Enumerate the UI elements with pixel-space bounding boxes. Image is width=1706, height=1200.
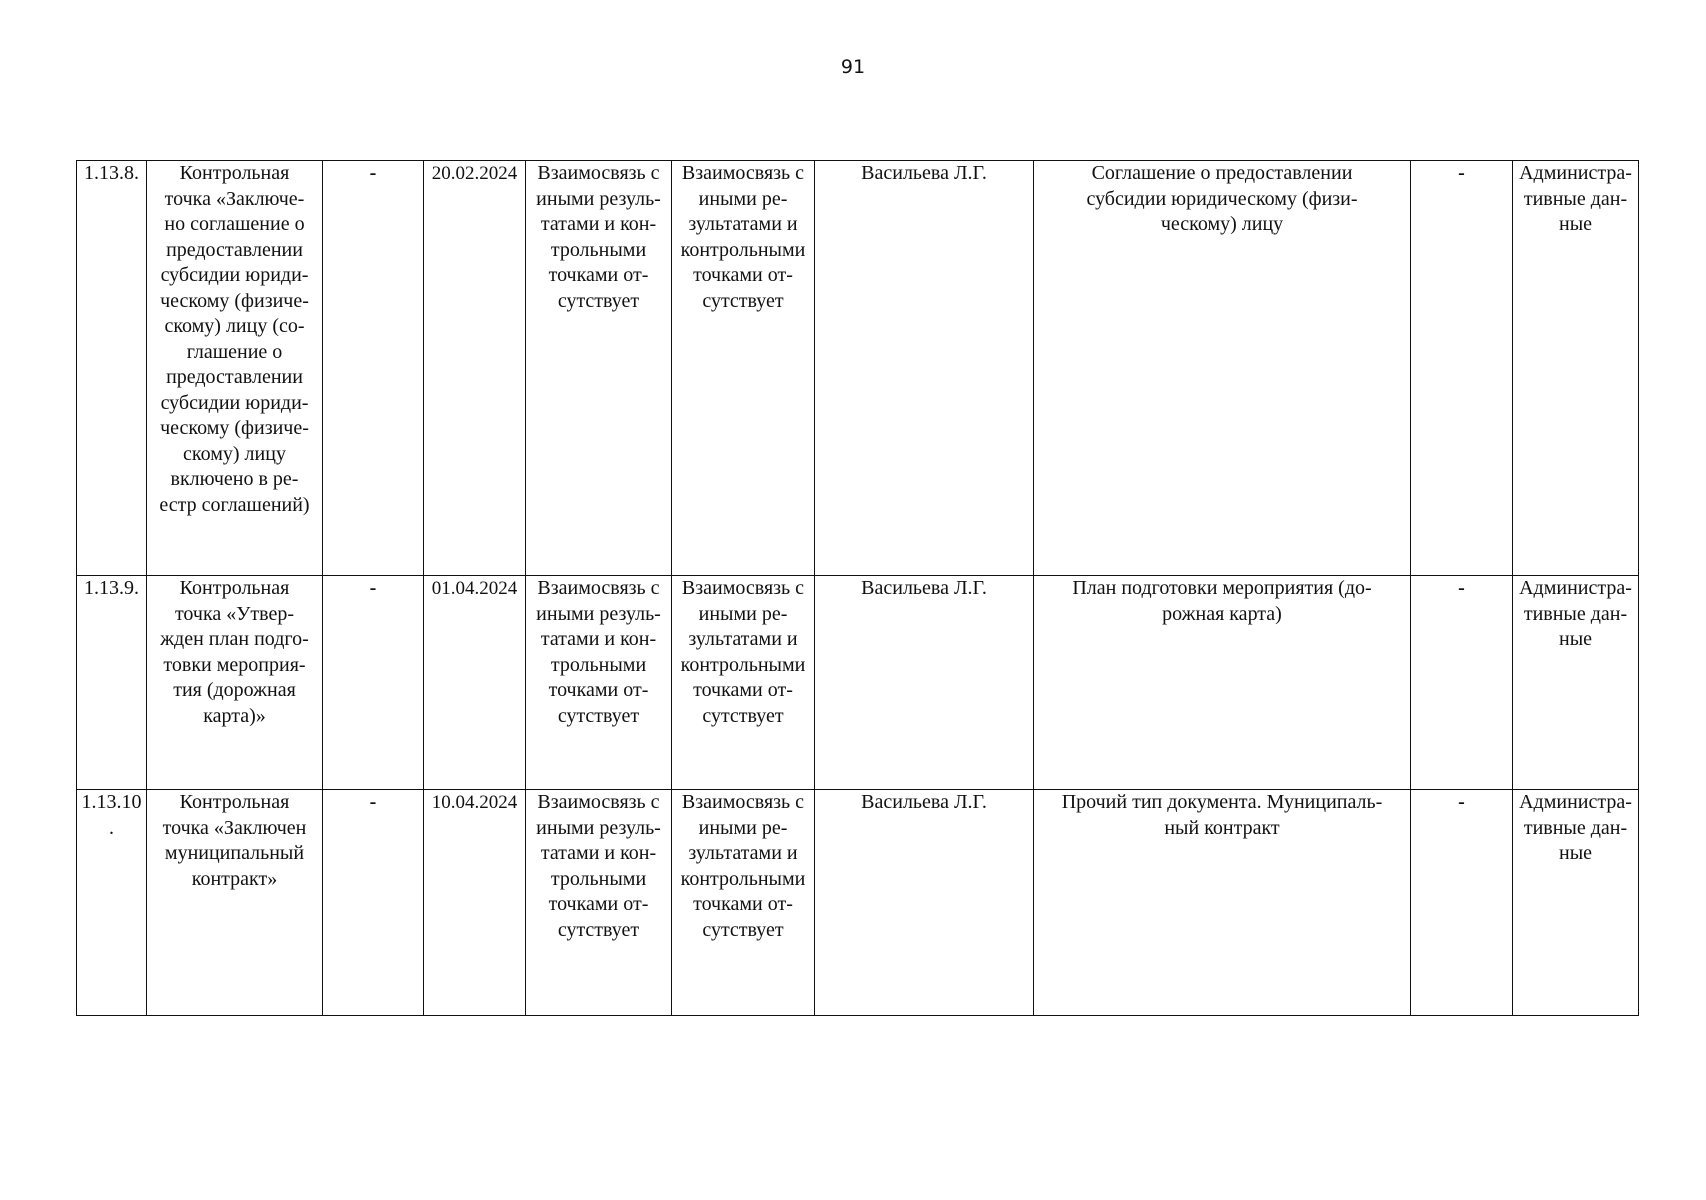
page-number: 91 <box>840 56 866 78</box>
deadline-date: 10.04.2024 <box>424 790 526 1016</box>
row-number: 1.13.8. <box>77 161 147 576</box>
cell-text-line: Прочий тип документа. Муниципаль- <box>1061 791 1383 813</box>
table-row <box>77 576 1639 790</box>
indicator-value: - <box>1411 161 1513 576</box>
cell-text-line: контракт» <box>191 867 278 890</box>
cell-text-line: субсидии юриди- <box>160 264 309 286</box>
cell-text-line: Взаимосвязь с <box>537 577 660 599</box>
cell-text-line: ческому (физиче- <box>160 289 309 312</box>
table-row <box>77 161 1639 576</box>
indicator-value: - <box>1411 576 1513 790</box>
cell-text-line: Взаимосвязь с <box>537 162 660 184</box>
cell-text-line: рожная карта) <box>1162 602 1282 625</box>
cell-text-line: контрольными <box>680 867 806 890</box>
next-links <box>672 576 815 790</box>
cell-text-line: точками от- <box>548 679 649 701</box>
base-value: - <box>323 161 424 576</box>
data-source <box>1513 161 1639 576</box>
cell-text-line: тивные дан- <box>1523 602 1628 625</box>
document-type <box>1034 790 1411 1016</box>
cell-text-line: товки мероприя- <box>163 653 306 676</box>
cell-text-line: Взаимосвязь с <box>681 791 805 813</box>
base-value: - <box>323 576 424 790</box>
cell-text-line: иными ре- <box>698 187 788 210</box>
cell-text-line: татами и кон- <box>540 628 657 650</box>
previous-links <box>526 576 672 790</box>
cell-text-line: Администра- <box>1519 791 1632 813</box>
cell-text-line: карта)» <box>203 704 266 727</box>
cell-text-line: скому) лицу (со- <box>164 315 305 337</box>
row-number: 1.13.10 . <box>77 790 147 1016</box>
cell-text-line: трольными <box>550 238 647 261</box>
cell-text-line: точками от- <box>693 679 793 701</box>
cell-text-line: точками от- <box>693 893 793 915</box>
responsible-person: Васильева Л.Г. <box>815 576 1034 790</box>
responsible-person: Васильева Л.Г. <box>815 161 1034 576</box>
cell-text-line: Взаимосвязь с <box>681 162 805 184</box>
cell-text-line: татами и кон- <box>540 213 657 235</box>
cell-text-line: сутствует <box>557 918 640 941</box>
cell-text-line: План подготовки мероприятия (до- <box>1072 577 1372 599</box>
cell-text-line: зультатами и <box>688 842 798 864</box>
cell-text-line: трольными <box>550 867 647 890</box>
table-row <box>77 790 1639 1016</box>
cell-text-line: включено в ре- <box>170 468 299 490</box>
cell-text-line: Соглашение о предоставлении <box>1091 162 1353 184</box>
cell-text-line: точками от- <box>548 264 649 286</box>
cell-text-line: иными ре- <box>698 602 788 625</box>
cell-text-line: сутствует <box>557 704 640 727</box>
cell-text-line: сутствует <box>702 918 784 941</box>
cell-text-line: Администра- <box>1519 162 1632 184</box>
cell-text-line: сутствует <box>557 289 640 312</box>
cell-text-line: контрольными <box>680 653 806 676</box>
next-links <box>672 161 815 576</box>
cell-text-line: но соглашение о <box>164 213 305 235</box>
cell-text-line: субсидии юриди- <box>160 391 309 414</box>
document-type <box>1034 576 1411 790</box>
cell-text-line: иными ре- <box>698 816 788 839</box>
indicator-value: - <box>1411 790 1513 1016</box>
cell-text-line: точками от- <box>693 264 793 286</box>
cell-text-line: иными резуль- <box>536 602 661 625</box>
control-points-table <box>76 160 1639 1016</box>
cell-text-line: зультатами и <box>688 628 798 650</box>
cell-text-line: татами и кон- <box>540 842 657 864</box>
cell-text-line: естр соглашений) <box>159 493 310 516</box>
cell-text-line: субсидии юридическому (физи- <box>1086 187 1358 210</box>
cell-text-line: Контрольная <box>179 577 290 599</box>
previous-links <box>526 161 672 576</box>
cell-text-line: ческому) лицу <box>1160 213 1284 235</box>
data-source <box>1513 790 1639 1016</box>
cell-text-line: точками от- <box>548 893 649 915</box>
control-point-name <box>147 161 323 576</box>
cell-text-line: Контрольная <box>179 162 290 184</box>
deadline-date: 01.04.2024 <box>424 576 526 790</box>
control-point-name <box>147 576 323 790</box>
cell-text-line: предоставлении <box>166 366 303 388</box>
cell-text-line: точка «Утвер- <box>174 602 295 625</box>
cell-text-line: ные <box>1558 842 1593 864</box>
cell-text-line: глашение о <box>186 340 283 363</box>
row-number: 1.13.9. <box>77 576 147 790</box>
cell-text-line: трольными <box>550 653 647 676</box>
data-source <box>1513 576 1639 790</box>
next-links <box>672 790 815 1016</box>
cell-text-line: ные <box>1558 213 1593 235</box>
cell-text-line: контрольными <box>680 238 806 261</box>
responsible-person: Васильева Л.Г. <box>815 790 1034 1016</box>
cell-text-line: предоставлении <box>166 238 303 261</box>
cell-text-line: муниципальный <box>164 842 305 864</box>
cell-text-line: Взаимосвязь с <box>681 577 805 599</box>
cell-text-line: ческому (физиче- <box>160 417 309 439</box>
cell-text-line: сутствует <box>702 704 784 727</box>
cell-text-line: Взаимосвязь с <box>537 791 660 813</box>
cell-text-line: тивные дан- <box>1523 187 1628 210</box>
previous-links <box>526 790 672 1016</box>
cell-text-line: Контрольная <box>179 791 290 813</box>
cell-text-line: зультатами и <box>688 213 798 235</box>
cell-text-line: иными резуль- <box>536 187 661 210</box>
cell-text-line: точка «Заключе- <box>164 187 305 210</box>
cell-text-line: иными резуль- <box>536 816 661 839</box>
base-value: - <box>323 790 424 1016</box>
cell-text-line: тивные дан- <box>1523 816 1628 839</box>
cell-text-line: тия (дорожная <box>173 679 296 701</box>
cell-text-line: жден план подго- <box>160 628 309 650</box>
cell-text-line: Администра- <box>1519 577 1632 599</box>
cell-text-line: сутствует <box>702 289 784 312</box>
cell-text-line: точка «Заключен <box>162 816 307 839</box>
deadline-date: 20.02.2024 <box>424 161 526 576</box>
cell-text-line: ные <box>1558 628 1593 650</box>
control-point-name <box>147 790 323 1016</box>
cell-text-line: скому) лицу <box>183 442 286 465</box>
document-type <box>1034 161 1411 576</box>
cell-text-line: ный контракт <box>1164 816 1280 839</box>
